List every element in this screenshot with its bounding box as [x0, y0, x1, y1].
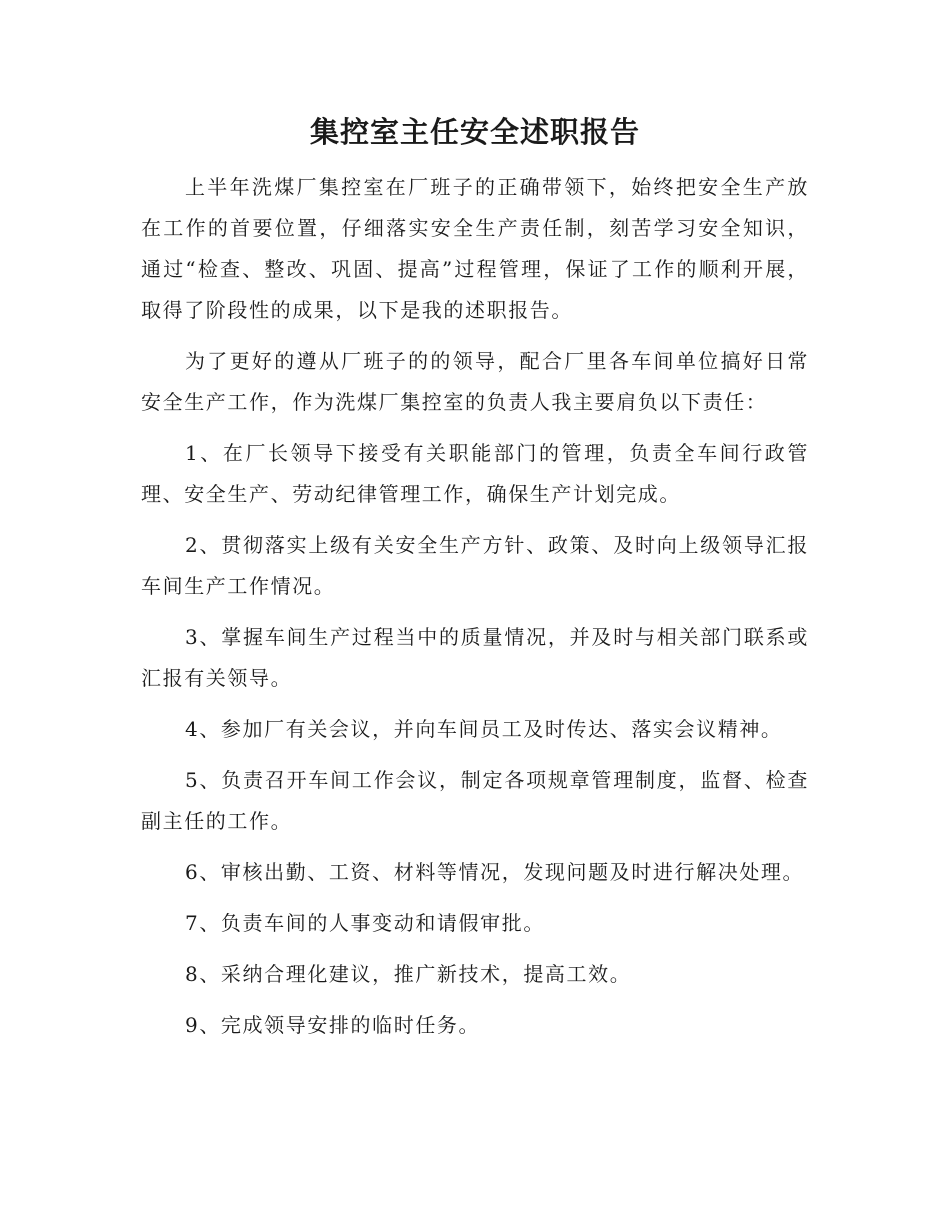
list-item-9: 9、完成领导安排的临时任务。: [185, 1013, 481, 1037]
list-item-5: 5、负责召开车间工作会议，制定各项规章管理制度，监督、检查副主任的工作。: [141, 768, 809, 833]
document-body: [141, 167, 809, 1056]
list-item-1: 1、在厂长领导下接受有关职能部门的管理，负责全车间行政管理、安全生产、劳动纪律管理工作，确保生产计划完成。: [141, 441, 809, 506]
list-item-2: 2、贯彻落实上级有关安全生产方针、政策、及时向上级领导汇报车间生产工作情况。: [141, 533, 809, 598]
list-item-3: 3、掌握车间生产过程当中的质量情况，并及时与相关部门联系或汇报有关领导。: [141, 625, 809, 690]
list-item-4: 4、参加厂有关会议，并向车间员工及时传达、落实会议精神。: [185, 717, 783, 741]
list-item-7: 7、负责车间的人事变动和请假审批。: [185, 911, 545, 935]
paragraph-responsibilities-intro: 为了更好的遵从厂班子的的领导，配合厂里各车间单位搞好日常安全生产工作，作为洗煤厂集控室的负责人我主要肩负以下责任：: [141, 349, 809, 414]
document-title: 集控室主任安全述职报告: [309, 115, 640, 149]
list-item-6: 6、审核出勤、工资、材料等情况，发现问题及时进行解决处理。: [185, 860, 805, 884]
list-item-8: 8、采纳合理化建议，推广新技术，提高工效。: [185, 962, 632, 986]
paragraph-intro: 上半年洗煤厂集控室在厂班子的正确带领下，始终把安全生产放在工作的首要位置，仔细落实安全生产责任制，刻苦学习安全知识，通过“检查、整改、巩固、提高”过程管理，保证了工作的顺利开展，取得了阶段性的成果，以下是我的述职报告。: [141, 175, 809, 322]
